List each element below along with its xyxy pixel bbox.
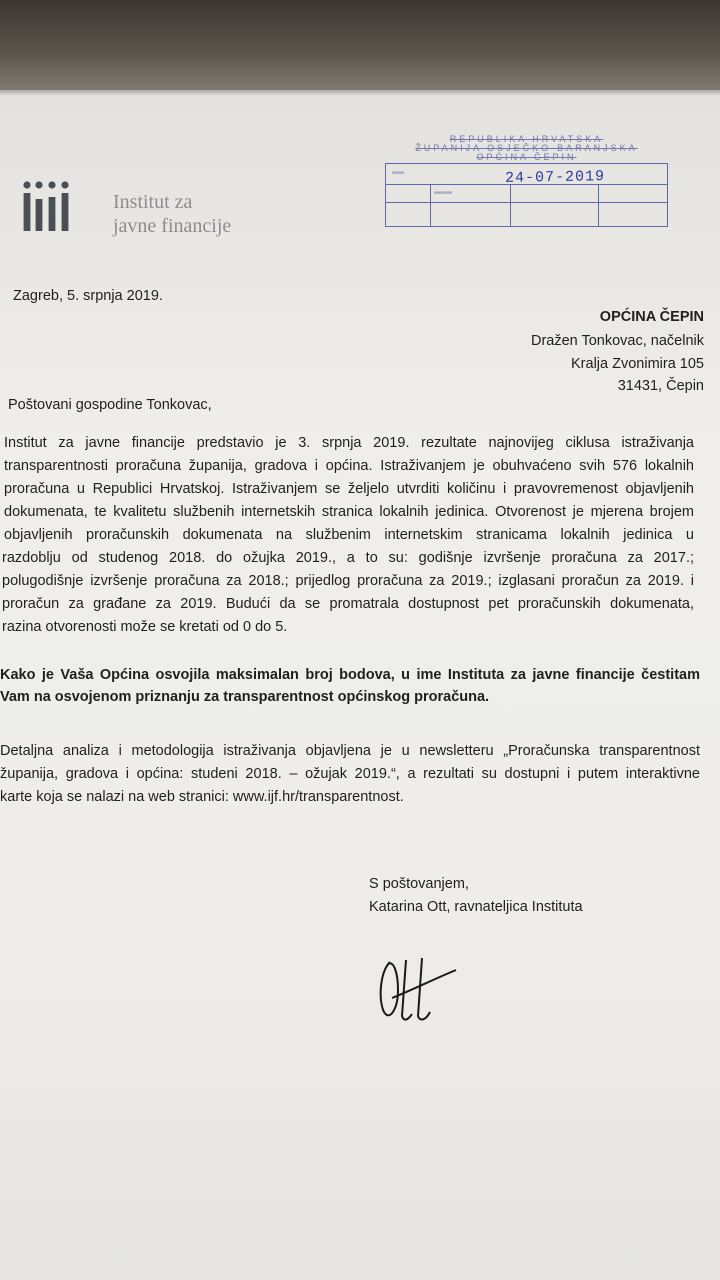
paragraph-1-line: Institut za javne financije predstavio je 3. srpnja 2019. rezultate najnovijeg ciklusa istraživanja [4, 435, 694, 451]
recipient-name: OPĆINA ČEPIN [599, 309, 704, 325]
paragraph-3-line: županija, gradova i općina: studeni 2018. – ožujak 2019.“, a rezultati su dostupni i putem interaktivne [0, 766, 700, 782]
institute-logo-icon [22, 180, 70, 232]
paragraph-1-line: proračuna u Republici Hrvatskoj. Istraživanjem se željelo utvrditi količinu i pravovremenost objavljenih [4, 481, 694, 497]
place-date: Zagreb, 5. srpnja 2019. [13, 288, 163, 304]
letter-paper [0, 90, 720, 1280]
logo-line-2: javne financije [113, 215, 232, 237]
recipient-city: 31431, Čepin [617, 378, 704, 394]
paragraph-1-line: polugodišnje izvršenje proračuna za 2018.; prijedlog proračuna za 2019.; izglasani proračun za 2019. i [2, 573, 694, 589]
paragraph-1-line: proračun za građane za 2019. Budući da se promatrala dostupnost pet proračunskih dokumenata, [2, 596, 694, 612]
handwritten-signature [372, 950, 462, 1030]
recipient-street: Kralja Zvonimira 105 [571, 356, 704, 372]
closing: S poštovanjem, [369, 876, 469, 892]
paper-edge [0, 90, 720, 96]
paragraph-1-line: objavljenih proračunskih dokumenata na službenim internetskim stranicama lokalnih jedinica u [4, 527, 694, 543]
paragraph-1-line: dokumenata, te kvalitetu službenih internetskih stranica lokalnih jedinica. Otvorenost je mjerena brojem [4, 504, 694, 520]
stamp-line-2: ŽUPANIJA OSJEČKO-BARANJSKA [415, 143, 638, 153]
recipient-person: Dražen Tonkovac, načelnik [530, 333, 704, 349]
salutation: Poštovani gospodine Tonkovac, [8, 397, 212, 413]
logo-line-1: Institut za [113, 191, 193, 213]
stamp-received-date: 24-07-2019 [504, 168, 606, 187]
paragraph-3-line: karte koja se nalazi na web stranici: www.ijf.hr/transparentnost. [0, 789, 404, 805]
paragraph-1-line: razdoblju od studenog 2018. do ožujka 2019., a to su: godišnje izvršenje proračuna za 2017.; [2, 550, 694, 566]
receipt-stamp [385, 135, 668, 227]
stamp-line-1: REPUBLIKA HRVATSKA [449, 134, 604, 144]
paragraph-1-line: razina otvorenosti može se kretati od 0 do 5. [2, 619, 288, 635]
stamp-grid: ■■■■ ■■■■■■ [385, 163, 668, 227]
institute-logo-text [113, 190, 231, 238]
background-shadow [0, 0, 720, 100]
stamp-line-3: OPĆINA ČEPIN [476, 152, 577, 162]
signatory: Katarina Ott, ravnateljica Instituta [369, 899, 583, 915]
paragraph-1-line: transparentnosti proračuna županija, gradova i općina. Istraživanjem je obuhvaćeno svih 576 lokalnih [4, 458, 694, 474]
paragraph-2-line: Vam na osvojenom priznanju za transparentnost općinskog proračuna. [0, 689, 490, 705]
paragraph-2-line: Kako je Vaša Općina osvojila maksimalan broj bodova, u ime Instituta za javne financije čestitam [0, 667, 700, 683]
paragraph-3-line: Detaljna analiza i metodologija istraživanja objavljena je u newsletteru „Proračunska transparentnost [0, 743, 700, 759]
